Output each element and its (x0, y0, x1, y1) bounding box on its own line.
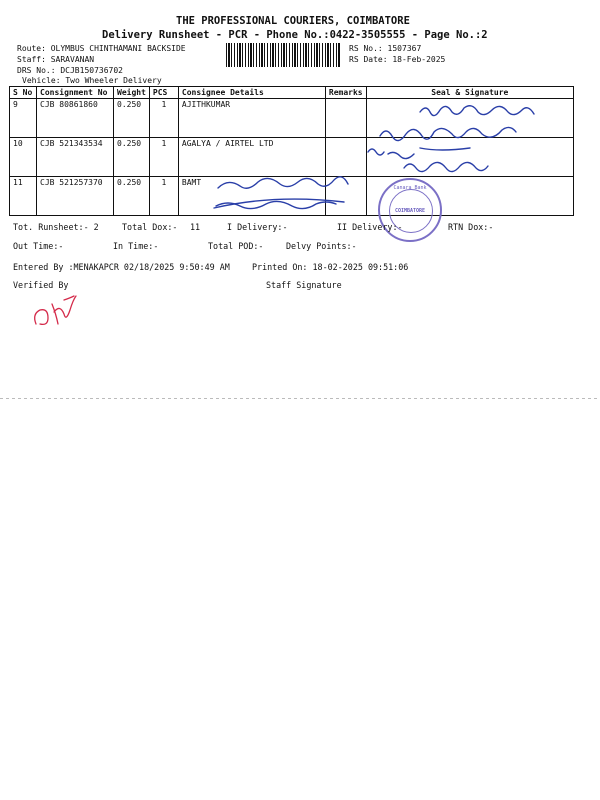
rs-date-value: 18-Feb-2025 (392, 55, 446, 64)
row-pcs: 1 (149, 177, 178, 216)
bank-seal-stamp (378, 178, 442, 242)
in-time: In Time:- (113, 241, 159, 251)
i-delivery: I Delivery:- (227, 222, 288, 232)
rtn-dox: RTN Dox:- (448, 222, 494, 232)
drs-label: DRS No.: (17, 66, 56, 75)
col-weight: Weight (114, 87, 150, 99)
col-consignment: Consignment No (37, 87, 114, 99)
delvy-points: Delvy Points:- (286, 241, 357, 251)
vehicle-value: Two Wheeler Delivery (65, 76, 162, 85)
row-sno: 10 (10, 138, 37, 177)
route-line (17, 44, 186, 53)
rs-date-label: RS Date: (349, 55, 388, 64)
barcode (226, 43, 341, 67)
staff-signature-label: Staff Signature (266, 280, 342, 290)
col-seal-signature: Seal & Signature (366, 87, 573, 99)
row-consignee: AJITHKUMAR (178, 99, 325, 138)
drs-value: DCJB150736702 (60, 66, 123, 75)
verified-by-label: Verified By (13, 280, 69, 290)
col-remarks: Remarks (325, 87, 366, 99)
route-label: Route: (17, 44, 46, 53)
rs-date-line (349, 55, 445, 64)
col-sno: S No (10, 87, 37, 99)
row-consignee: BAMT (178, 177, 325, 216)
verifier-initials-signature (28, 294, 88, 334)
row-consignment: CJB 80861860 (37, 99, 114, 138)
drs-line (17, 66, 123, 75)
row-consignment: CJB 521343534 (37, 138, 114, 177)
staff-label: Staff: (17, 55, 46, 64)
row-consignee: AGALYA / AIRTEL LTD (178, 138, 325, 177)
rs-no-label: RS No.: (349, 44, 383, 53)
vehicle-line (22, 76, 162, 85)
entered-by: Entered By :MENAKAPCR 02/18/2025 9:50:49 AM (13, 262, 230, 272)
total-dox-value: 11 (190, 222, 201, 232)
row-pcs: 1 (149, 99, 178, 138)
page-divider (0, 398, 600, 399)
row-sno: 11 (10, 177, 37, 216)
row-weight: 0.250 (114, 99, 150, 138)
tot-runsheet: Tot. Runsheet:- 2 (13, 222, 99, 232)
rs-no-line (349, 44, 421, 53)
total-dox-label: Total Dox:- (122, 222, 178, 232)
seal-city-text: COIMBATORE (394, 208, 426, 214)
staff-value: SARAVANAN (50, 55, 95, 64)
ii-delivery: II Delivery:- (337, 222, 403, 232)
rs-no-value: 1507367 (387, 44, 422, 53)
company-name: THE PROFESSIONAL COURIERS, COIMBATORE (176, 15, 410, 27)
row-pcs: 1 (149, 138, 178, 177)
vehicle-label: Vehicle: (22, 76, 61, 85)
printed-on: Printed On: 18-02-2025 09:51:06 (252, 262, 409, 272)
row-weight: 0.250 (114, 138, 150, 177)
col-consignee: Consignee Details (178, 87, 325, 99)
row-consignment: CJB 521257370 (37, 177, 114, 216)
col-pcs: PCS (149, 87, 178, 99)
route-value: OLYMBUS CHINTHAMANI BACKSIDE (50, 44, 186, 53)
total-pod: Total POD:- (208, 241, 264, 251)
row-sno: 9 (10, 99, 37, 138)
row-weight: 0.250 (114, 177, 150, 216)
staff-line (17, 55, 94, 64)
out-time: Out Time:- (13, 241, 64, 251)
seal-bank-text: Canara Bank (393, 185, 427, 191)
runsheet-subtitle: Delivery Runsheet - PCR - Phone No.:0422-3505555 - Page No.:2 (102, 29, 488, 41)
